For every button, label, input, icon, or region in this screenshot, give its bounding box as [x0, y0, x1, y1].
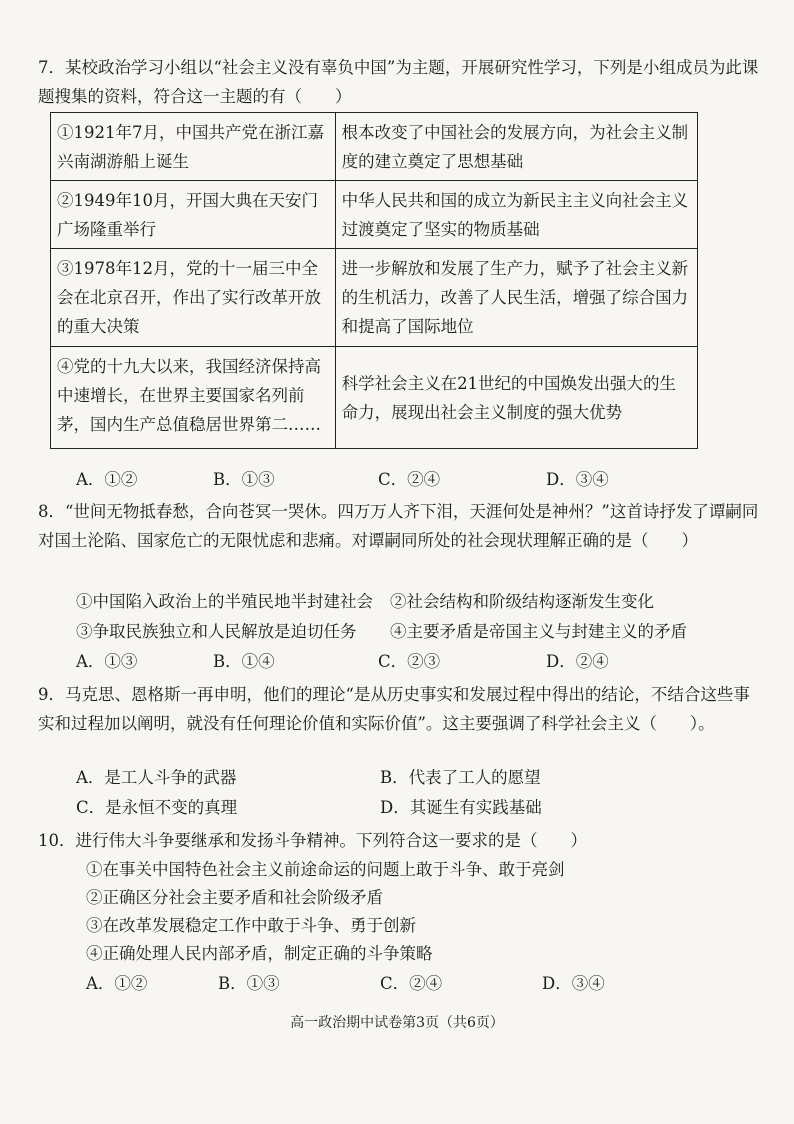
question-7-options: [0, 468, 794, 492]
question-8-item-4: ④主要矛盾是帝国主义与封建主义的矛盾: [390, 622, 687, 641]
option-d[interactable]: D．②④: [546, 652, 609, 671]
question-10-stem: 10．进行伟大斗争要继承和发扬斗争精神。下列符合这一要求的是（ ）: [38, 831, 587, 850]
question-10-options: [0, 972, 794, 996]
table-cell-event: ②1949年10月，开国大典在天安门广场隆重举行: [51, 181, 336, 249]
table-row: [51, 113, 698, 181]
question-7-table: [50, 112, 698, 449]
option-d[interactable]: D．③④: [546, 470, 609, 489]
option-b[interactable]: B．①④: [213, 652, 275, 671]
option-a[interactable]: A．①②: [76, 470, 138, 489]
question-10-item-3: ③在改革发展稳定工作中敢于斗争、勇于创新: [86, 916, 416, 935]
question-7-stem: 7．某校政治学习小组以“社会主义没有辜负中国”为主题，开展研究性学习，下列是小组成员为此课题搜集的资料，符合这一主题的有（ ）: [38, 58, 759, 106]
table-row: [51, 249, 698, 347]
table-row: [51, 181, 698, 249]
question-8-item-2: ②社会结构和阶级结构逐渐发生变化: [390, 592, 654, 611]
question-10-item-4: ④正确处理人民内部矛盾，制定正确的斗争策略: [86, 944, 433, 963]
table-cell-significance: 进一步解放和发展了生产力，赋予了社会主义新的生机活力，改善了人民生活，增强了综合国力和提高了国际地位: [335, 249, 697, 347]
option-b[interactable]: B．①③: [213, 470, 275, 489]
question-9-options-row-2: [0, 796, 794, 820]
table-cell-significance: 中华人民共和国的成立为新民主主义向社会主义过渡奠定了坚实的物质基础: [335, 181, 697, 249]
option-c[interactable]: C．②③: [378, 652, 441, 671]
page-footer: 高一政治期中试卷第3页（共6页）: [290, 1015, 504, 1031]
table-cell-event: ④党的十九大以来，我国经济保持高中速增长，在世界主要国家名列前茅，国内生产总值稳居世界第二……: [51, 347, 336, 449]
question-8-stem: 8．“世间无物抵春愁，合向苍冥一哭休。四万万人齐下泪，天涯何处是神州？”这首诗抒发了谭嗣同对国土沦陷、国家危亡的无限忧虑和悲痛。对谭嗣同所处的社会现状理解正确的是（ ）: [38, 502, 759, 550]
question-8-item-3: ③争取民族独立和人民解放是迫切任务: [76, 622, 357, 641]
question-8-item-1: ①中国陷入政治上的半殖民地半封建社会: [76, 592, 373, 611]
option-b[interactable]: B．①③: [218, 974, 280, 993]
table-row: [51, 347, 698, 449]
option-a[interactable]: A．是工人斗争的武器: [76, 768, 237, 787]
option-a[interactable]: A．①③: [76, 652, 138, 671]
option-c[interactable]: C．是永恒不变的真理: [76, 798, 238, 817]
question-8-options: [0, 650, 794, 674]
table-cell-significance: 根本改变了中国社会的发展方向，为社会主义制度的建立奠定了思想基础: [335, 113, 697, 181]
table-cell-event: ①1921年7月，中国共产党在浙江嘉兴南湖游船上诞生: [51, 113, 336, 181]
option-d[interactable]: D．③④: [542, 974, 605, 993]
table-cell-significance: 科学社会主义在21世纪的中国焕发出强大的生命力，展现出社会主义制度的强大优势: [335, 347, 697, 449]
table-cell-event: ③1978年12月，党的十一届三中全会在北京召开，作出了实行改革开放的重大决策: [51, 249, 336, 347]
option-d[interactable]: D．其诞生有实践基础: [380, 798, 542, 817]
question-10-item-2: ②正确区分社会主要矛盾和社会阶级矛盾: [86, 888, 383, 907]
option-a[interactable]: A．①②: [86, 974, 148, 993]
question-9-stem: 9．马克思、恩格斯一再申明，他们的理论“是从历史事实和发展过程中得出的结论，不结合这些事实和过程加以阐明，就没有任何理论价值和实际价值”。这主要强调了科学社会主义（ ）。: [38, 685, 750, 733]
option-c[interactable]: C．②④: [378, 470, 441, 489]
option-c[interactable]: C．②④: [380, 974, 443, 993]
option-b[interactable]: B．代表了工人的愿望: [380, 768, 541, 787]
question-10-item-1: ①在事关中国特色社会主义前途命运的问题上敢于斗争、敢于亮剑: [86, 860, 565, 879]
question-9-options-row-1: [0, 766, 794, 790]
